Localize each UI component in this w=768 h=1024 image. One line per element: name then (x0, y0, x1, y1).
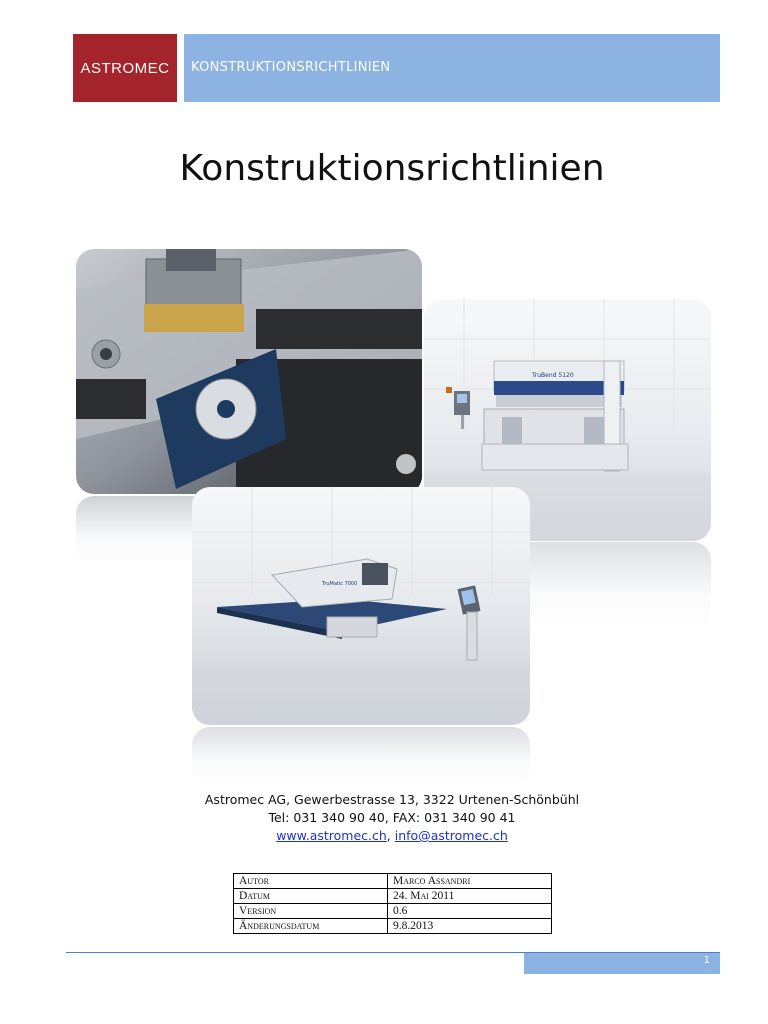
info-value-version: 0.6 (388, 904, 552, 919)
info-value-modified: 9.8.2013 (388, 919, 552, 934)
info-value-date: 24. Mai 2011 (388, 889, 552, 904)
website-link[interactable]: www.astromec.ch (276, 828, 387, 843)
punching-machine-reflection (192, 727, 530, 787)
logo-text: ASTROMEC (80, 59, 170, 77)
document-info-table (233, 873, 552, 934)
table-row (234, 904, 552, 919)
punching-machine-photo (192, 487, 530, 725)
contact-links (0, 828, 768, 843)
punching-machine-illustration (192, 487, 530, 725)
punching-closeup-illustration (76, 249, 422, 494)
table-row (234, 874, 552, 889)
info-label-date: Datum (234, 889, 388, 904)
info-value-author: Marco Assandri (388, 874, 552, 889)
table-row (234, 919, 552, 934)
table-row (234, 889, 552, 904)
header-title: KONSTRUKTIONSRICHTLINIEN (191, 60, 391, 75)
punching-closeup-photo (76, 249, 422, 494)
address-line: Astromec AG, Gewerbestrasse 13, 3322 Urtenen-Schönbühl (204, 792, 580, 807)
phone-fax-line: Tel: 031 340 90 40, FAX: 031 340 90 41 (268, 810, 516, 825)
press-brake-label: TruBend 5120 (532, 372, 574, 379)
page-number: 1 (703, 955, 710, 966)
company-logo (73, 34, 177, 102)
link-separator: , (386, 828, 395, 843)
info-label-author: Autor (234, 874, 388, 889)
info-label-modified: Änderungsdatum (234, 919, 388, 934)
document-title: Konstruktionsrichtlinien (179, 148, 605, 189)
info-label-version: Version (234, 904, 388, 919)
punching-machine-label: TruMatic 7000 (322, 581, 358, 587)
email-link[interactable]: info@astromec.ch (394, 828, 508, 843)
